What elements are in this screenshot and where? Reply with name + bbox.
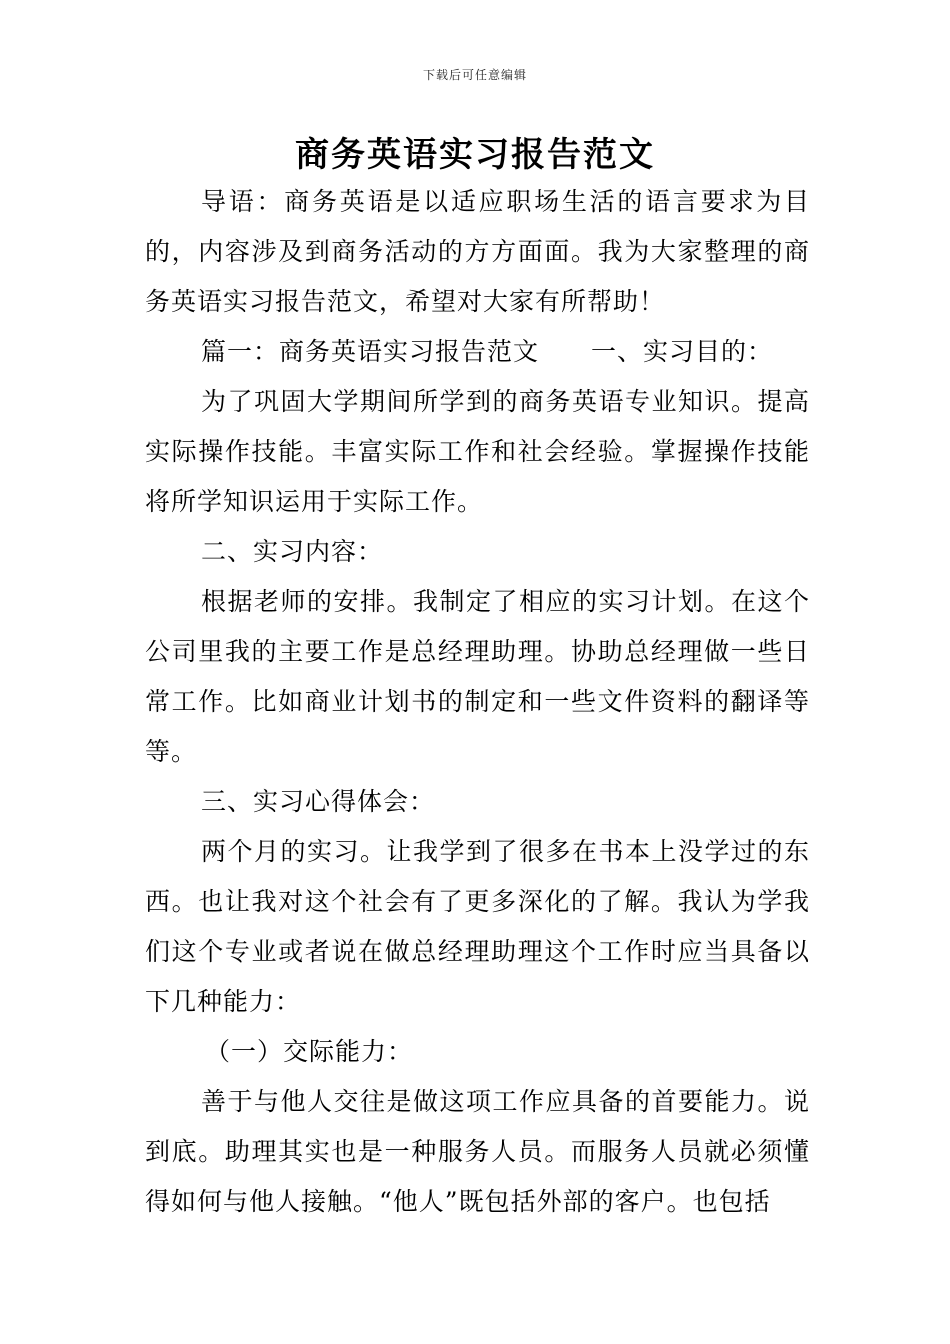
section-heading-part-one: 篇一：商务英语实习报告范文 一、实习目的： — [201, 337, 774, 366]
section-heading-experience: 三、实习心得体会： — [201, 787, 436, 816]
paragraph-experience: 两个月的实习。让我学到了很多在书本上没学过的东西。也让我对这个社会有了更多深化的了解。我认为学我们这个专业或者说在做总经理助理这个工作时应当具备以下几种能力： — [145, 837, 810, 1016]
paragraph-communication: 善于与他人交往是做这项工作应具备的首要能力。说到底。助理其实也是一种服务人员。而服务人员就必须懂得如何与他人接触。“他人”既包括外部的客户。也包括 — [145, 1087, 810, 1216]
intro-paragraph: 导语：商务英语是以适应职场生活的语言要求为目的，内容涉及到商务活动的方方面面。我为大家整理的商务英语实习报告范文，希望对大家有所帮助！ — [145, 187, 810, 316]
paragraph-content: 根据老师的安排。我制定了相应的实习计划。在这个公司里我的主要工作是总经理助理。协助总经理做一些日常工作。比如商业计划书的制定和一些文件资料的翻译等等。 — [145, 587, 810, 766]
document-title: 商务英语实习报告范文 — [295, 135, 655, 175]
subheading-communication: （一）交际能力： — [205, 1037, 414, 1066]
header-note: 下载后可任意编辑 — [422, 68, 527, 82]
section-heading-content: 二、实习内容： — [201, 537, 384, 566]
document-body — [145, 177, 810, 1227]
paragraph-purpose: 为了巩固大学期间所学到的商务英语专业知识。提高实际操作技能。丰富实际工作和社会经验。掌握操作技能将所学知识运用于实际工作。 — [145, 387, 810, 516]
